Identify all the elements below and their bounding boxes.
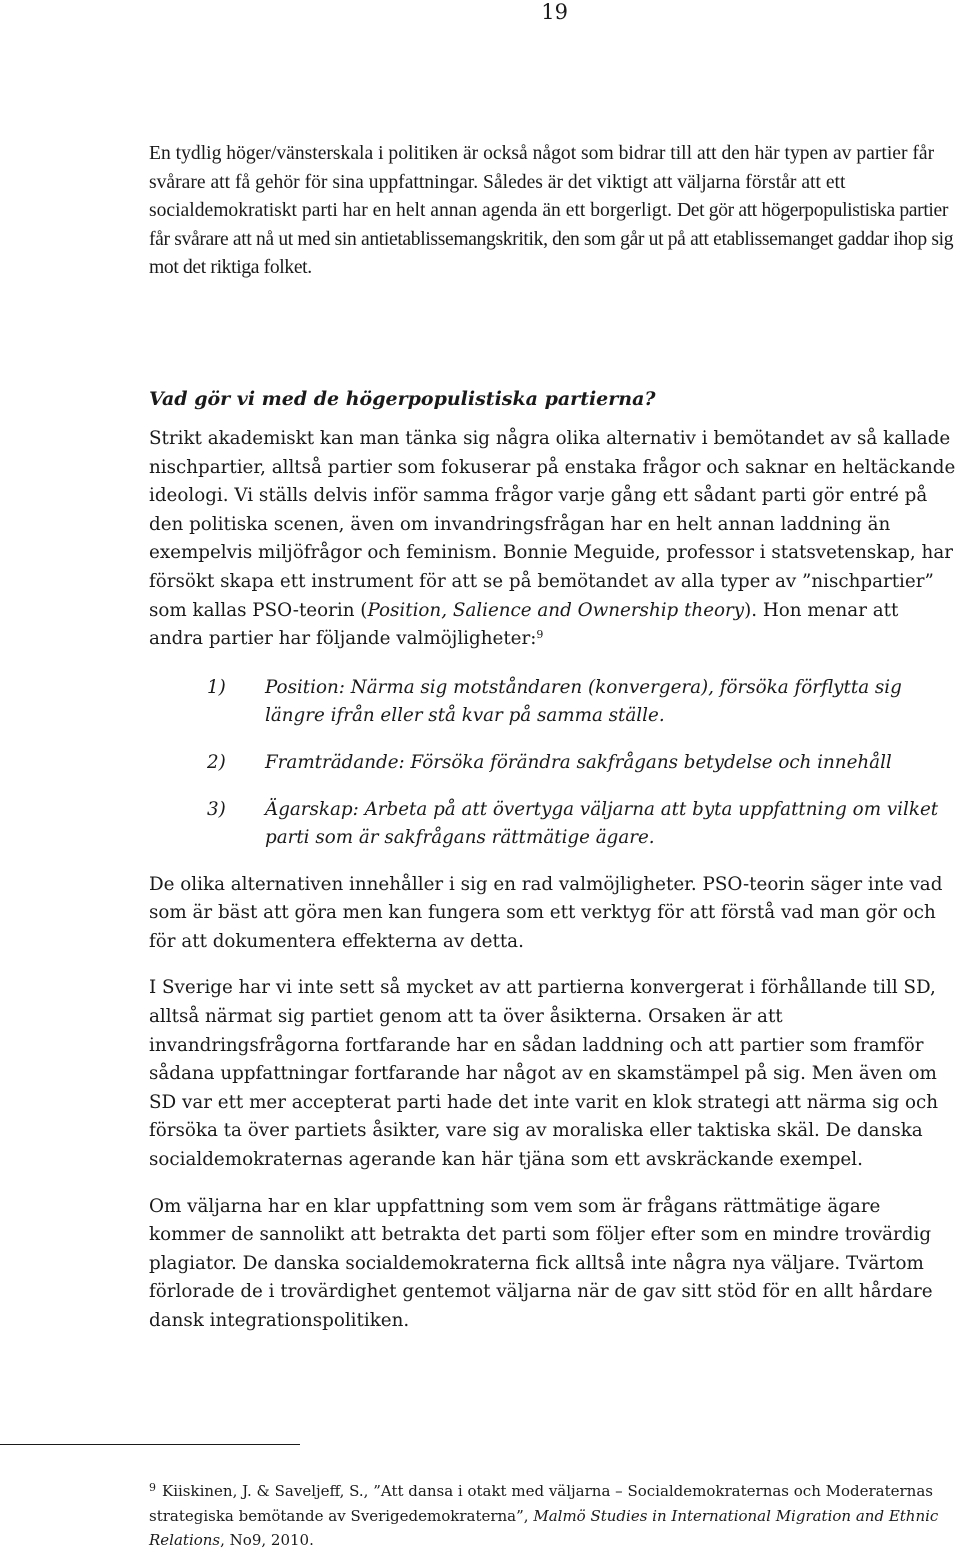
paragraph-5: Om väljarna har en klar uppfattning som vem som är frågans rättmätige ägare kommer de sannolikt att betrakta det parti som följer efter som en mindre trovärdig plagiator. De danska socialdemokraterna fick alltså inte några nya väljare. Tvärtom förlorade de i trovärdighet gentemot väljarna när de gav sitt stöd för en allt hårdare dansk integrationspolitiken. <box>149 1195 933 1331</box>
paragraph-2-part1: Strikt akademiskt kan man tänka sig några olika alternativ i bemötandet av så kallade nischpartier, alltså partier som fokuserar på enstaka frågor och saknar en heltäckande ideologi. Vi ställs delvis inför samma frågor varje gång ett sådant parti gör entré på den politiska scenen, även om invandringsfrågan har en helt annan laddning än exempelvis miljöfrågor och feminism. Bonnie Meguide, professor i statsvetenskap, har försökt skapa ett instrument för att se på bemötandet av alla typer av ”nischpartier” som kallas PSO-teorin ( <box>149 427 956 621</box>
paragraph-2 <box>149 425 957 654</box>
paragraph-1-text: En tydlig höger/vänsterskala i politiken är också något som bidrar till att den här typen av partier får svårare att få gehör för sina uppfattningar. Således är det viktigt att väljarna förstår att ett socialdemokratiskt parti har en helt annan agenda än ett borgerligt. <box>149 143 935 222</box>
page-number: 19 <box>541 0 568 24</box>
paragraph-1 <box>149 140 957 283</box>
footnote-part1: Kiiskinen, J. & Saveljeff, S., ”Att dansa i otakt med väljarna – Socialdemokraternas och Moderaternas strategiska bemötande av Sverigedemokraterna”, <box>149 1482 933 1525</box>
footnote <box>149 1479 939 1553</box>
list-item <box>149 674 957 731</box>
options-list <box>149 674 957 853</box>
list-item-text: Framträdande: Försöka förändra sakfrågans betydelse och innehåll <box>265 751 892 773</box>
footnote-part2: , No9, 2010. <box>220 1531 314 1549</box>
paragraph-3: De olika alternativen innehåller i sig en rad valmöjligheter. PSO-teorin säger inte vad som är bäst att göra men kan fungera som ett verktyg för att förstå vad man gör och för att dokumentera effekterna av detta. <box>149 873 943 952</box>
list-item-text: Ägarskap: Arbeta på att övertyga väljarna att byta uppfattning om vilket parti som är sakfrågans rättmätige ägare. <box>265 798 939 849</box>
footnote-mark: 9 <box>149 1481 156 1494</box>
paragraph-2-italic: Position, Salience and Ownership theory <box>367 599 745 621</box>
list-item <box>149 796 957 853</box>
list-item-text: Position: Närma sig motståndaren (konvergera), försöka förflytta sig längre ifrån eller stå kvar på samma ställe. <box>265 676 902 727</box>
list-item-number: 1) <box>207 676 226 698</box>
footnote-divider <box>0 1444 300 1445</box>
paragraph-2-part2: ). Hon menar att andra partier har följande valmöjligheter: <box>149 599 899 650</box>
list-item-number: 3) <box>207 798 226 820</box>
section-heading: Vad gör vi med de högerpopulistiska partierna? <box>149 387 656 410</box>
footnote-italic: Malmö Studies in International Migration and Ethnic Relations <box>149 1506 939 1549</box>
document-body <box>149 140 957 1336</box>
paragraph-4: I Sverige har vi inte sett så mycket av att partierna konvergerat i förhållande till SD, alltså närmat sig partiet genom att ta över åsikterna. Orsaken är att invandringsfrågorna fortfarande har en sådan laddning och att partier som framför sådana uppfattningar fortfarande har något av en skamstämpel på sig. Men även om SD var ett mer accepterat parti hade det inte varit en klok strategi att närma sig och försöka ta över partiets åsikter, vare sig av moraliska eller taktiska skäl. De danska socialdemokraternas agerande kan här tjäna som ett avskräckande exempel. <box>149 977 938 1171</box>
list-item <box>149 749 957 778</box>
footnote-reference[interactable]: 9 <box>536 628 544 642</box>
paragraph-1-text-b: Det gör att högerpopulistiska partier får svårare att nå ut med sin antietablissemangskritik, den som går ut på att etablissemanget gaddar ihop sig mot det riktiga folket. <box>149 200 954 279</box>
list-item-number: 2) <box>207 751 226 773</box>
